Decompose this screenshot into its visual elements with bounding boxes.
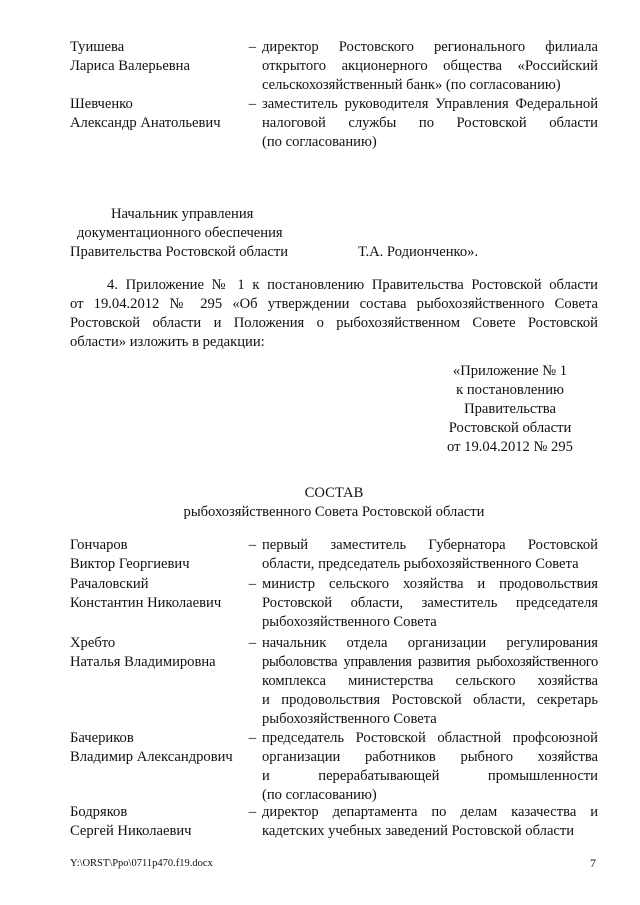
position-line: организации работников рыбного хозяйства [262, 749, 598, 765]
position-line: области, председатель рыбохозяйственного Совета [262, 556, 579, 572]
position-line: рыбохозяйственного Совета [262, 711, 437, 727]
paragraph-line: от 19.04.2012 № 295 «Об утверждении состава рыбохозяйственного Совета [70, 296, 598, 312]
signature-title-line: Начальник управления [111, 206, 254, 222]
position-line: рыболовства управления развития рыбохозяйственного [262, 654, 598, 670]
member-name [70, 729, 250, 767]
member-surname: Хребто [70, 635, 116, 651]
appendix-header [410, 362, 610, 457]
composition-subtitle: рыбохозяйственного Совета Ростовской области [183, 504, 485, 520]
member-name [70, 95, 250, 133]
position-line: начальник отдела организации регулирования [262, 635, 598, 651]
position-line: и продовольствия Ростовской области, секретарь [262, 692, 598, 708]
member-given-name: Лариса Валерьевна [70, 58, 190, 74]
member-position [262, 95, 598, 152]
composition-title: СОСТАВ [304, 485, 364, 501]
amendment-paragraph [70, 276, 598, 352]
member-given-name: Александр Анатольевич [70, 115, 221, 131]
member-position [262, 38, 598, 95]
member-surname: Бачериков [70, 730, 134, 746]
member-surname: Гончаров [70, 537, 128, 553]
appendix-line: Правительства [464, 401, 556, 417]
member-surname: Рачаловский [70, 576, 149, 592]
member-surname: Туишева [70, 39, 125, 55]
position-line: министр сельского хозяйства и продовольствия [262, 576, 598, 592]
member-given-name: Константин Николаевич [70, 595, 222, 611]
paragraph-line: области» изложить в редакции: [70, 334, 265, 350]
dash-separator: – [248, 39, 256, 55]
footer-file-path: Y:\ORST\Ppo\0711p470.f19.docx [70, 858, 213, 869]
member-name [70, 536, 250, 574]
member-position [262, 803, 598, 841]
member-position [262, 634, 598, 729]
dash-separator: – [248, 635, 256, 651]
position-line: кадетских учебных заведений Ростовской области [262, 823, 575, 839]
position-line: (по согласованию) [262, 787, 377, 803]
page-number: 7 [590, 856, 596, 870]
position-line: первый заместитель Губернатора Ростовской [262, 537, 598, 553]
member-given-name: Наталья Владимировна [70, 654, 216, 670]
dash-separator: – [248, 96, 256, 112]
position-line: налоговой службы по Ростовской области [262, 115, 598, 131]
position-line: (по согласованию) [262, 134, 377, 150]
member-position [262, 729, 598, 805]
position-line: комплекса министерства сельского хозяйства [262, 673, 598, 689]
member-name [70, 803, 250, 841]
member-given-name: Сергей Николаевич [70, 823, 192, 839]
dash-separator: – [248, 537, 256, 553]
position-line: и перерабатывающей промышленности [262, 768, 598, 784]
member-name [70, 634, 250, 672]
member-surname: Шевченко [70, 96, 133, 112]
signature-title-line: документационного обеспечения [77, 225, 283, 241]
appendix-line: «Приложение № 1 [452, 363, 568, 379]
dash-separator: – [248, 804, 256, 820]
member-surname: Бодряков [70, 804, 128, 820]
member-position [262, 575, 598, 632]
member-given-name: Владимир Александрович [70, 749, 233, 765]
member-name [70, 575, 250, 613]
member-position [262, 536, 598, 574]
position-line: открытого акционерного общества «Российский [262, 58, 598, 74]
member-given-name: Виктор Георгиевич [70, 556, 190, 572]
position-line: председатель Ростовской областной профсоюзной [262, 730, 598, 746]
paragraph-line: Ростовской области и Положения о рыбохозяйственном Совете Ростовской [70, 315, 598, 331]
position-line: заместитель руководителя Управления Федеральной [262, 96, 598, 112]
appendix-line: Ростовской области [448, 420, 572, 436]
signer-name: Т.А. Родионченко». [358, 244, 479, 260]
paragraph-line: 4. Приложение № 1 к постановлению Правительства Ростовской области [107, 277, 598, 293]
appendix-line: от 19.04.2012 № 295 [447, 439, 573, 455]
member-name [70, 38, 250, 76]
position-line: директор Ростовского регионального филиала [262, 39, 598, 55]
position-line: рыбохозяйственного Совета [262, 614, 437, 630]
position-line: сельскохозяйственный банк» (по согласованию) [262, 77, 561, 93]
signature-title-line: Правительства Ростовской области [70, 244, 289, 260]
position-line: директор департамента по делам казачества и [262, 804, 598, 820]
position-line: Ростовской области, заместитель председателя [262, 595, 598, 611]
appendix-line: к постановлению [456, 382, 564, 398]
dash-separator: – [248, 576, 256, 592]
dash-separator: – [248, 730, 256, 746]
